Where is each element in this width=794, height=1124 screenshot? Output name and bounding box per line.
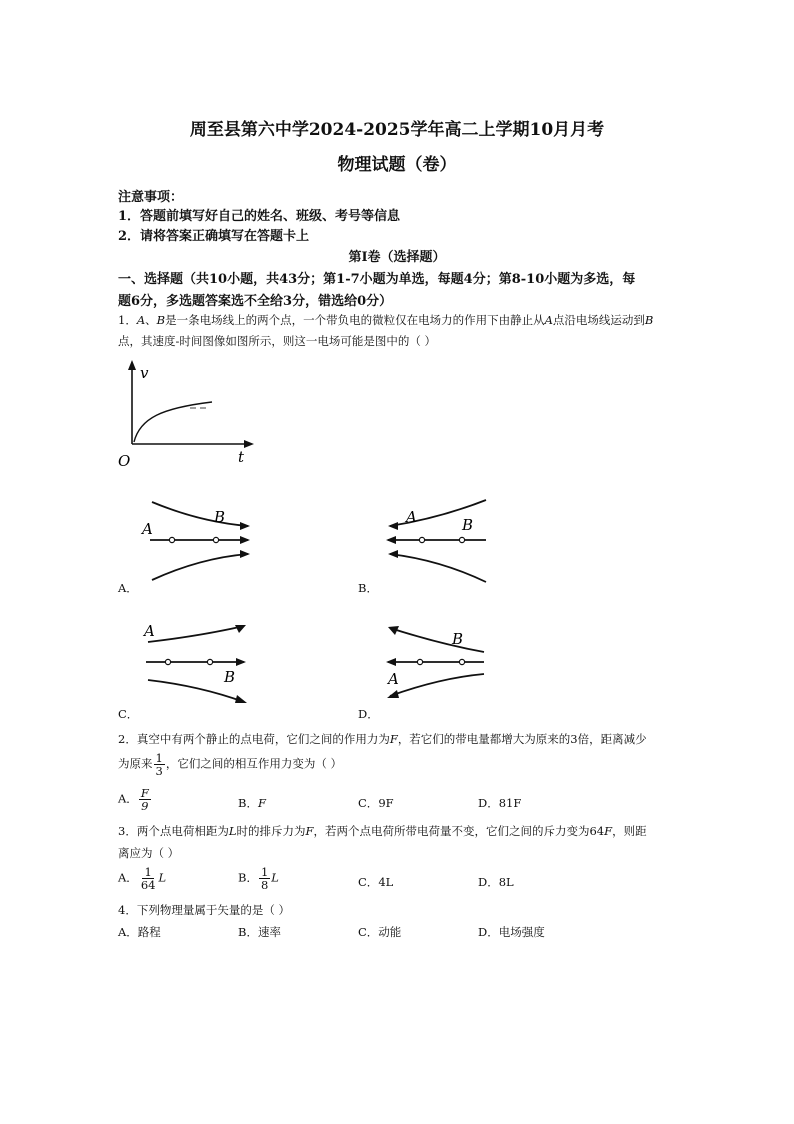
notice-heading: 注意事项： <box>118 190 184 205</box>
part-title: 第Ⅰ卷（选择题） <box>348 250 446 265</box>
q2-option-d[interactable]: D．81F <box>478 796 522 810</box>
svg-text:B: B <box>452 630 464 648</box>
q2-option-a[interactable]: A． $\frac{F}{9}$ <box>118 786 149 814</box>
q4-stem: 4．下列物理量属于矢量的是（ ） <box>118 903 290 917</box>
svg-text:A: A <box>406 508 417 526</box>
section-instruction-line2: 题6分，多选题答案选不全给3分，错选给0分） <box>118 294 393 309</box>
svg-text:A: A <box>142 520 153 538</box>
q4-option-b[interactable]: B．速率 <box>238 925 281 939</box>
notice-item-1: 1．答题前填写好自己的姓名、班级、考号等信息 <box>118 209 401 224</box>
graph-t-label: t <box>238 448 245 466</box>
q2-option-c[interactable]: C．9F <box>358 796 394 810</box>
q4-option-c[interactable]: C．动能 <box>358 925 402 939</box>
q3-stem-line1: 3．两个点电荷相距为L时的排斥力为F，若两个点电荷所带电荷量不变，它们之间的斥力变为64F，则距 <box>118 824 647 838</box>
q1-stem-line2: 点，其速度-时间图像如图所示，则这一电场可能是图中的（ ） <box>118 334 437 348</box>
q2-option-b[interactable]: B．F <box>238 796 266 810</box>
velocity-time-graph <box>112 358 262 470</box>
q2-fraction-one-third: $\frac{1}{3}$ <box>155 751 163 779</box>
q2-stem-line1: 2．真空中有两个静止的点电荷，它们之间的作用力为F，若它们的带电量都增大为原来的3倍，距离减少 <box>118 732 647 746</box>
graph-origin-label: O <box>118 452 131 470</box>
graph-v-label: v <box>140 364 149 382</box>
svg-text:A: A <box>144 622 155 640</box>
q4-option-a[interactable]: A．路程 <box>118 925 161 939</box>
q1-option-c-field-diagram <box>140 614 260 706</box>
q2-stem-line2: 为原来 $\frac{1}{3}$ ，它们之间的相互作用力变为（ ） <box>118 751 342 779</box>
q1-option-a-field-diagram <box>140 496 260 588</box>
q3-option-d[interactable]: D．8L <box>478 875 514 889</box>
q1-option-a-label[interactable]: A． <box>118 581 138 595</box>
q3-option-c[interactable]: C．4L <box>358 875 394 889</box>
exam-subtitle: 物理试题（卷） <box>337 155 457 175</box>
q3-option-a[interactable]: A． $\frac{1}{64}$ L <box>118 865 167 893</box>
svg-text:B: B <box>214 508 226 526</box>
svg-text:A: A <box>388 670 399 688</box>
q4-option-d[interactable]: D．电场强度 <box>478 925 545 939</box>
svg-text:B: B <box>224 668 236 686</box>
q1-option-d-label[interactable]: D． <box>358 707 379 721</box>
q1-option-b-label[interactable]: B． <box>358 581 378 595</box>
svg-text:B: B <box>462 516 474 534</box>
notice-item-2: 2．请将答案正确填写在答题卡上 <box>118 229 310 244</box>
q1-option-d-field-diagram <box>380 614 490 706</box>
q3-stem-line2: 离应为（ ） <box>118 846 180 860</box>
q1-stem-line1: 1．A、B是一条电场线上的两个点，一个带负电的微粒仅在电场力的作用下由静止从A点沿电场线运动到B <box>118 313 654 327</box>
q3-option-b[interactable]: B． $\frac{1}{8}$ L <box>238 865 279 893</box>
q1-option-b-field-diagram <box>380 496 490 588</box>
section-instruction-line1: 一、选择题（共10小题，共43分；第1-7小题为单选，每题4分；第8-10小题为多选，每 <box>118 272 636 287</box>
q1-option-c-label[interactable]: C． <box>118 707 139 721</box>
exam-title: 周至县第六中学2024-2025学年高二上学期10月月考 <box>189 120 605 140</box>
